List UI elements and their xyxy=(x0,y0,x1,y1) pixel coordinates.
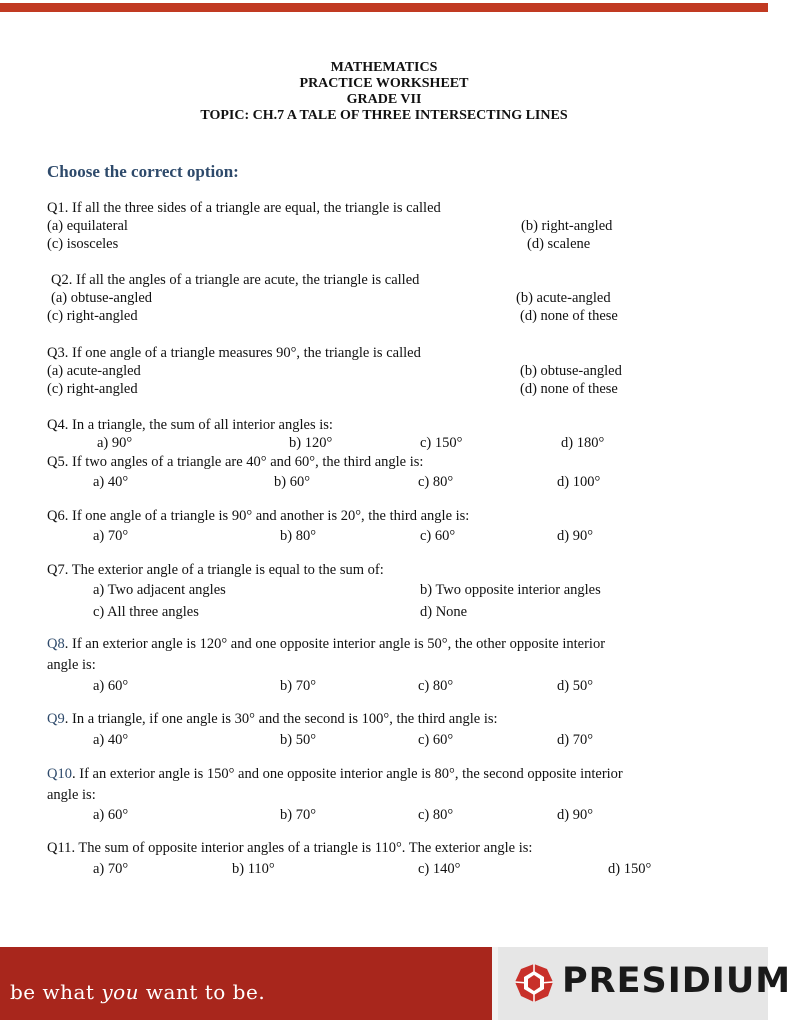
option-d: d) 90° xyxy=(557,528,594,544)
question-6 xyxy=(47,507,469,525)
option-b: b) 110° xyxy=(232,861,275,877)
question-text: . If one angle of a triangle is 90° and another is 20°, the third angle is: xyxy=(64,508,470,524)
option-d: d) 100° xyxy=(557,474,601,490)
question-number: Q11 xyxy=(47,840,72,856)
question-text: . In a triangle, if one angle is 30° and the second is 100°, the third angle is: xyxy=(64,711,498,727)
option-c: c) All three angles xyxy=(93,604,199,620)
option-d: (d) scalene xyxy=(527,236,591,252)
option-a: a) 40° xyxy=(93,732,129,748)
question-number: Q8 xyxy=(47,636,65,652)
question-text: . If one angle of a triangle measures 90°, the triangle is called xyxy=(64,345,421,361)
question-1 xyxy=(47,199,441,217)
option-b: b) Two opposite interior angles xyxy=(420,582,601,598)
option-b: (b) right-angled xyxy=(521,218,613,234)
option-c: c) 80° xyxy=(418,474,454,490)
option-a: a) 60° xyxy=(93,678,129,694)
option-b: b) 70° xyxy=(280,807,317,823)
question-7 xyxy=(47,561,384,579)
question-5 xyxy=(47,453,423,471)
option-a: (a) obtuse-angled xyxy=(51,290,153,306)
question-number: Q6 xyxy=(47,508,65,524)
option-c: (c) right-angled xyxy=(47,308,138,324)
question-text: . If two angles of a triangle are 40° and 60°, the third angle is: xyxy=(64,454,424,470)
question-11 xyxy=(47,839,532,857)
option-c: (c) right-angled xyxy=(47,381,138,397)
question-number: Q2 xyxy=(51,272,69,288)
instructions: Choose the correct option: xyxy=(47,162,239,181)
footer-banner xyxy=(0,947,791,1020)
option-b: b) 60° xyxy=(274,474,311,490)
option-b: b) 120° xyxy=(289,435,333,451)
worksheet-title: PRACTICE WORKSHEET xyxy=(299,76,469,91)
option-b: b) 50° xyxy=(280,732,317,748)
question-8 xyxy=(47,635,605,653)
option-b: b) 80° xyxy=(280,528,317,544)
brand-name: PRESIDIUM xyxy=(562,961,791,1001)
question-text: . If all the angles of a triangle are acute, the triangle is called xyxy=(68,272,420,288)
option-a: (a) equilateral xyxy=(47,218,128,234)
grade-title: GRADE VII xyxy=(346,92,422,107)
option-b: (b) acute-angled xyxy=(516,290,611,306)
option-b: (b) obtuse-angled xyxy=(520,363,622,379)
question-number: Q1 xyxy=(47,200,65,216)
question-continuation: angle is: xyxy=(47,657,96,673)
option-a: (a) acute-angled xyxy=(47,363,141,379)
question-number: Q3 xyxy=(47,345,65,361)
question-10 xyxy=(47,765,623,783)
question-number: Q4 xyxy=(47,417,65,433)
option-a: a) 60° xyxy=(93,807,129,823)
question-9 xyxy=(47,710,498,728)
question-2 xyxy=(51,271,419,289)
question-number: Q5 xyxy=(47,454,65,470)
footer-tagline-panel xyxy=(0,947,492,1020)
subject-title: MATHEMATICS xyxy=(330,60,438,75)
option-a: a) Two adjacent angles xyxy=(93,582,226,598)
option-d: d) 50° xyxy=(557,678,594,694)
option-a: a) 40° xyxy=(93,474,129,490)
option-d: d) 150° xyxy=(608,861,652,877)
question-number: Q7 xyxy=(47,562,65,578)
option-a: a) 90° xyxy=(97,435,133,451)
topic-title: TOPIC: CH.7 A TALE OF THREE INTERSECTING LINES xyxy=(200,108,568,123)
option-a: a) 70° xyxy=(93,861,129,877)
question-4 xyxy=(47,416,333,434)
option-c: c) 80° xyxy=(418,807,454,823)
question-text: . The exterior angle of a triangle is equal to the sum of: xyxy=(64,562,384,578)
option-d: d) 180° xyxy=(561,435,605,451)
question-continuation: angle is: xyxy=(47,787,96,803)
question-text: . The sum of opposite interior angles of a triangle is 110°. The exterior angle is: xyxy=(71,840,533,856)
worksheet-header xyxy=(0,60,768,124)
option-a: a) 70° xyxy=(93,528,129,544)
option-c: c) 140° xyxy=(418,861,461,877)
question-text: . If an exterior angle is 120° and one opposite interior angle is 50°, the other opposite interior xyxy=(64,636,606,652)
option-d: d) 90° xyxy=(557,807,594,823)
presidium-logo-icon xyxy=(514,963,554,1003)
option-d: (d) none of these xyxy=(520,308,618,324)
option-b: b) 70° xyxy=(280,678,317,694)
option-c: c) 150° xyxy=(420,435,463,451)
question-text: . If an exterior angle is 150° and one opposite interior angle is 80°, the second opposite interior xyxy=(71,766,623,782)
question-text: . If all the three sides of a triangle are equal, the triangle is called xyxy=(64,200,441,216)
option-c: c) 60° xyxy=(418,732,454,748)
question-number: Q10 xyxy=(47,766,72,782)
question-number: Q9 xyxy=(47,711,65,727)
question-3 xyxy=(47,344,421,362)
option-d: d) 70° xyxy=(557,732,594,748)
top-accent-bar xyxy=(0,3,768,12)
question-text: . In a triangle, the sum of all interior angles is: xyxy=(64,417,333,433)
option-c: (c) isosceles xyxy=(47,236,119,252)
option-c: c) 80° xyxy=(418,678,454,694)
option-d: (d) none of these xyxy=(520,381,618,397)
footer-tagline: be what you want to be. xyxy=(10,980,266,1004)
option-d: d) None xyxy=(420,604,468,620)
option-c: c) 60° xyxy=(420,528,456,544)
